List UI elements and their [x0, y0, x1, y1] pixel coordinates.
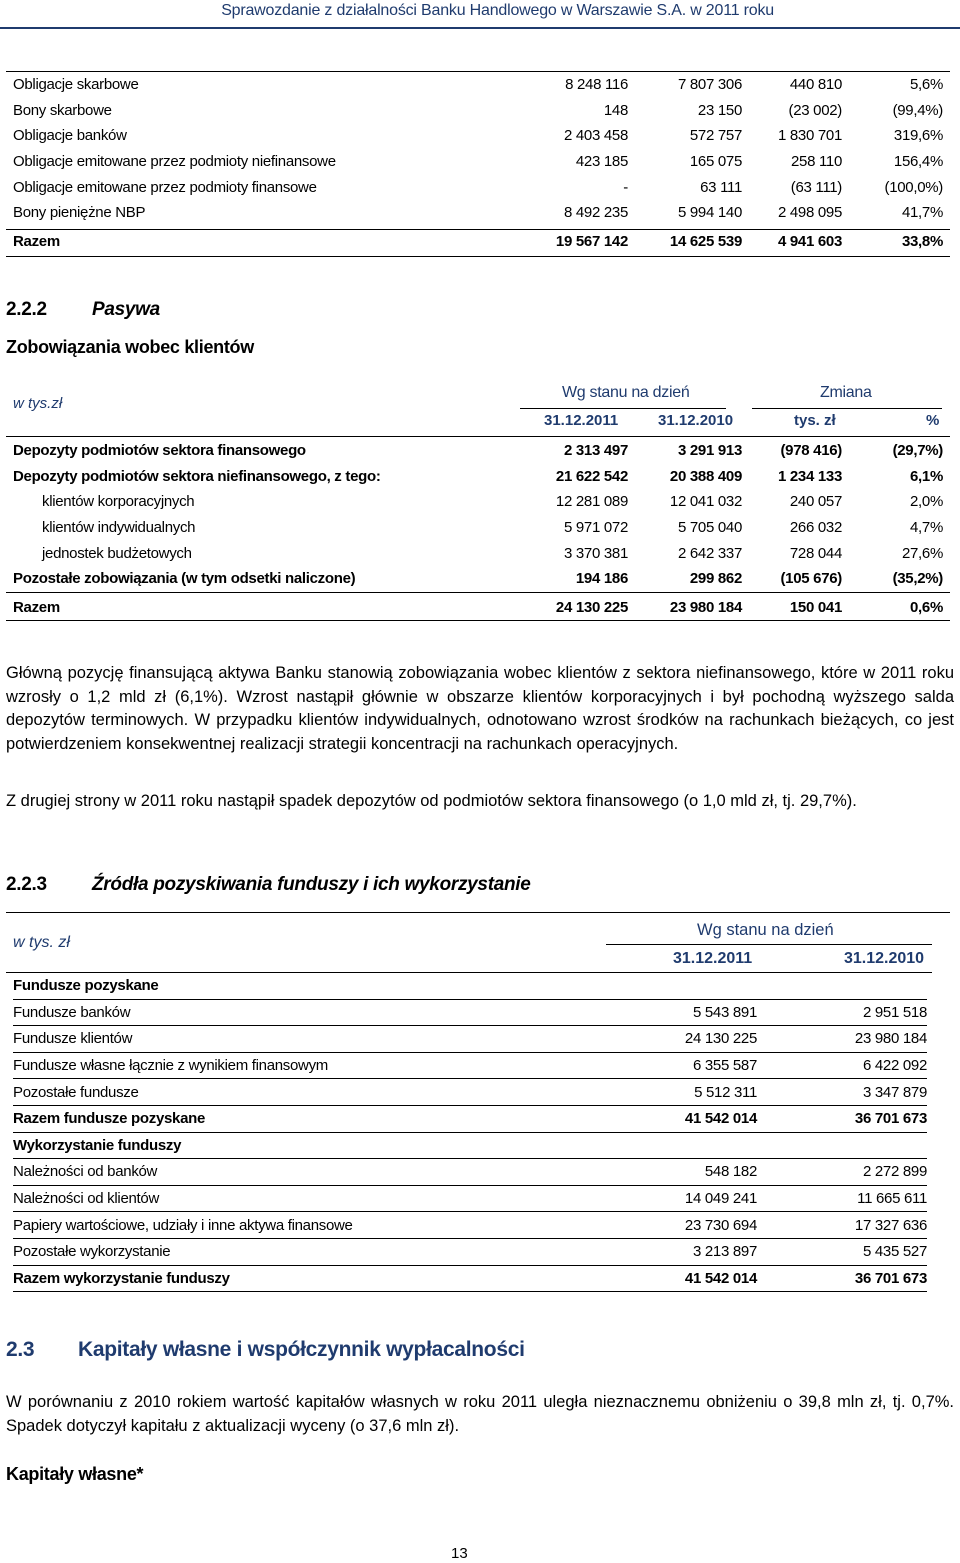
cell-value: 4 941 603	[777, 233, 842, 251]
cell-value: 156,4%	[893, 153, 943, 171]
cell-value: 23 980 184	[757, 1026, 927, 1053]
cell-value	[587, 973, 757, 999]
cell-value: 20 388 409	[669, 467, 742, 485]
header-rule	[0, 27, 960, 29]
cell-value: 5 705 040	[677, 519, 742, 537]
section-number: 2.2.2	[6, 299, 47, 320]
table3-unit: w tys. zł	[13, 934, 70, 951]
table3-col1: 31.12.2011	[673, 950, 753, 967]
cell-value: 21 622 542	[555, 467, 628, 485]
table1-total-rule-bottom	[6, 256, 950, 257]
table2-col1: 31.12.2011	[544, 412, 619, 429]
cell-value: 24 130 225	[587, 1026, 757, 1053]
table-row	[13, 98, 943, 124]
cell-value: 5 971 072	[563, 519, 628, 537]
bold-row	[13, 973, 927, 999]
table-row	[13, 72, 943, 98]
section-heading-23	[6, 1338, 525, 1362]
row-label: Fundusze klientów	[13, 1026, 587, 1053]
row-label: Depozyty podmiotów sektora finansowego	[13, 442, 306, 460]
table-row	[13, 464, 943, 490]
table-row	[13, 540, 943, 566]
cell-value: 194 186	[575, 570, 628, 588]
funding-table	[13, 973, 927, 1292]
cell-value: 14 625 539	[669, 233, 742, 251]
page-header	[0, 0, 960, 28]
cell-value: 36 701 673	[757, 1105, 927, 1132]
row-label: Papiery wartościowe, udziały i inne aktywa finansowe	[13, 1212, 587, 1239]
table2-header-rule	[6, 436, 950, 437]
table3-top-rule	[6, 912, 950, 913]
row-label: Razem	[13, 233, 60, 251]
cell-value: 319,6%	[893, 127, 943, 145]
cell-value: 5 435 527	[757, 1238, 927, 1265]
cell-value: 165 075	[689, 153, 742, 171]
cell-value: 150 041	[789, 599, 842, 617]
cell-value: 5,6%	[910, 76, 943, 94]
section-heading-223	[6, 874, 531, 896]
cell-value: 19 567 142	[555, 233, 628, 251]
row-label: Obligacje emitowane przez podmioty finansowe	[13, 178, 317, 196]
cell-value: 5 543 891	[587, 999, 757, 1026]
cell-value: 0,6%	[910, 599, 943, 617]
cell-value: 1 234 133	[777, 467, 842, 485]
cell-value: 2 272 899	[757, 1159, 927, 1186]
cell-value: 12 041 032	[669, 493, 742, 511]
row-label: Należności od banków	[13, 1159, 587, 1186]
cell-value: 5 512 311	[587, 1079, 757, 1106]
row-label: Bony pieniężne NBP	[13, 204, 146, 222]
cell-value: (99,4%)	[892, 101, 943, 119]
row-label: Razem	[13, 599, 60, 617]
cell-value: (100,0%)	[884, 178, 943, 196]
table-row	[13, 1079, 927, 1106]
table-row	[13, 1212, 927, 1239]
cell-value: (29,7%)	[892, 442, 943, 460]
cell-value: 240 057	[789, 493, 842, 511]
table1-total-rule-top	[6, 229, 950, 230]
cell-value: 3 213 897	[587, 1238, 757, 1265]
cell-value: 63 111	[700, 178, 742, 196]
cell-value: 41 542 014	[587, 1105, 757, 1132]
cell-value	[757, 973, 927, 999]
cell-value: 4,7%	[910, 519, 943, 537]
cell-value: 27,6%	[901, 544, 943, 562]
row-label: Obligacje banków	[13, 127, 127, 145]
table-row	[13, 438, 943, 464]
cell-value: 6 422 092	[757, 1052, 927, 1079]
cell-value: 6 355 587	[587, 1052, 757, 1079]
cell-value: 41 542 014	[587, 1265, 757, 1292]
document-title: Sprawozdanie z działalności Banku Handlowego w Warszawie S.A. w 2011 roku	[221, 2, 774, 19]
row-label: Pozostałe wykorzystanie	[13, 1238, 587, 1265]
table2-col4: %	[926, 412, 940, 429]
row-label: Fundusze banków	[13, 999, 587, 1026]
cell-value: 2 313 497	[563, 442, 628, 460]
table-row	[13, 489, 943, 515]
cell-value: 3 291 913	[677, 442, 742, 460]
row-label: Fundusze pozyskane	[13, 973, 587, 999]
cell-value: 3 347 879	[757, 1079, 927, 1106]
row-label: Obligacje skarbowe	[13, 76, 139, 94]
table2-col2: 31.12.2010	[658, 412, 734, 429]
table2-group-rule-1	[520, 408, 726, 409]
table2-group-change: Zmiana	[820, 384, 872, 401]
cell-value: 148	[603, 101, 628, 119]
cell-value: 7 807 306	[677, 76, 742, 94]
row-label: klientów korporacyjnych	[42, 493, 195, 511]
cell-value: (35,2%)	[892, 570, 943, 588]
row-label: Fundusze własne łącznie z wynikiem finansowym	[13, 1052, 587, 1079]
section-number: 2.2.3	[6, 874, 47, 895]
section-title: Źródła pozyskiwania funduszy i ich wykorzystanie	[92, 874, 531, 895]
cell-value: 41,7%	[901, 204, 943, 222]
table-row	[13, 1238, 927, 1265]
cell-value: 2,0%	[910, 493, 943, 511]
cell-value: -	[623, 178, 628, 196]
row-label: Razem wykorzystanie funduszy	[13, 1265, 587, 1292]
table3-group-rule	[606, 944, 932, 945]
section-number: 2.3	[6, 1338, 35, 1361]
cell-value: 299 862	[689, 570, 742, 588]
table-row	[13, 123, 943, 149]
table-row	[13, 174, 943, 200]
total-row	[13, 592, 943, 622]
table-row	[13, 1052, 927, 1079]
bold-row	[13, 1265, 927, 1292]
cell-value: 14 049 241	[587, 1185, 757, 1212]
cell-value: 36 701 673	[757, 1265, 927, 1292]
paragraph-3: W porównaniu z 2010 rokiem wartość kapitałów własnych w roku 2011 uległa nieznacznemu obniżeniu o 39,8 mln zł, tj. 0,7%. Spadek dotyczył kapitału z aktualizacji wyceny (o 37,6 mln zł).	[6, 1393, 954, 1435]
cell-value: 2 498 095	[777, 204, 842, 222]
cell-value: 24 130 225	[555, 599, 628, 617]
cell-value: (23 002)	[788, 101, 842, 119]
cell-value: 3 370 381	[563, 544, 628, 562]
cell-value: 440 810	[789, 76, 842, 94]
row-label: Pozostałe zobowiązania (w tym odsetki naliczone)	[13, 570, 356, 588]
bold-row	[13, 1132, 927, 1159]
cell-value: 8 492 235	[563, 204, 628, 222]
table3-group-date: Wg stanu na dzień	[697, 921, 834, 939]
table-row	[13, 149, 943, 175]
row-label: klientów indywidualnych	[42, 519, 196, 537]
row-label: Wykorzystanie funduszy	[13, 1132, 587, 1159]
section-title: Pasywa	[92, 299, 160, 320]
row-label: Bony skarbowe	[13, 101, 112, 119]
table2-total-rule-bottom	[6, 620, 950, 621]
cell-value: 12 281 089	[555, 493, 628, 511]
section-heading-222	[6, 299, 160, 321]
row-label: Obligacje emitowane przez podmioty niefinansowe	[13, 153, 336, 171]
table2-total-rule-top	[6, 592, 950, 593]
cell-value: 1 830 701	[777, 127, 842, 145]
cell-value: 23 730 694	[587, 1212, 757, 1239]
table-row	[13, 200, 943, 226]
table-row	[13, 515, 943, 541]
row-label: Należności od klientów	[13, 1185, 587, 1212]
cell-value: (978 416)	[780, 442, 842, 460]
row-label: Depozyty podmiotów sektora niefinansowego, z tego:	[13, 467, 381, 485]
table-row	[13, 1026, 927, 1053]
cell-value: 572 757	[689, 127, 742, 145]
bold-row	[13, 1105, 927, 1132]
cell-value: 2 403 458	[563, 127, 628, 145]
cell-value: 266 032	[789, 519, 842, 537]
table2-group-rule-2	[752, 408, 942, 409]
cell-value: 5 994 140	[677, 204, 742, 222]
row-label: jednostek budżetowych	[42, 544, 192, 562]
cell-value: (63 111)	[790, 178, 842, 196]
paragraph-1: Główną pozycję finansującą aktywa Banku stanowią zobowiązania wobec klientów z sektora niefinansowego, które w 2011 roku wzrosły o 1,2 mld zł (6,1%). Wzrost nastąpił głównie w obszarze klientów korporacyjnych i był pochodną wyższego salda depozytów terminowych. W przypadku klientów indywidualnych, odnotowano wzrost środków na rachunkach bieżących, co jest potwierdzeniem konsekwentnej realizacji strategii koncentracji na rachunkach operacyjnych.	[6, 664, 954, 753]
cell-value: 11 665 611	[757, 1185, 927, 1212]
cell-value: 258 110	[790, 153, 842, 171]
section-title: Kapitały własne i współczynnik wypłacalności	[78, 1338, 525, 1361]
cell-value: 728 044	[789, 544, 842, 562]
table-row	[13, 566, 943, 592]
table2-col3: tys. zł	[794, 412, 836, 429]
cell-value: 8 248 116	[565, 76, 628, 94]
cell-value: 2 951 518	[757, 999, 927, 1026]
cell-value: 423 185	[575, 153, 628, 171]
table-row	[13, 1159, 927, 1186]
cell-value: 6,1%	[910, 467, 943, 485]
table-row	[13, 999, 927, 1026]
row-label: Razem fundusze pozyskane	[13, 1105, 587, 1132]
table2-group-date: Wg stanu na dzień	[562, 384, 690, 401]
liabilities-table	[13, 438, 943, 622]
table2-unit: w tys.zł	[13, 395, 63, 412]
cell-value	[587, 1132, 757, 1159]
cell-value: 33,8%	[901, 233, 943, 251]
page-number: 13	[451, 1545, 468, 1562]
table-row	[13, 1185, 927, 1212]
paragraph-2: Z drugiej strony w 2011 roku nastąpił spadek depozytów od podmiotów sektora finansowego (o 1,0 mld zł, tj. 29,7%).	[6, 792, 857, 810]
total-row	[13, 226, 943, 256]
cell-value	[757, 1132, 927, 1159]
cell-value: 23 150	[697, 101, 742, 119]
subsection-heading: Zobowiązania wobec klientów	[6, 337, 254, 357]
table3-col2: 31.12.2010	[844, 950, 925, 967]
cell-value: 2 642 337	[677, 544, 742, 562]
capital-subheading: Kapitały własne*	[6, 1464, 144, 1484]
cell-value: 23 980 184	[669, 599, 742, 617]
cell-value: 17 327 636	[757, 1212, 927, 1239]
cell-value: 548 182	[587, 1159, 757, 1186]
cell-value: (105 676)	[780, 570, 842, 588]
row-label: Pozostałe fundusze	[13, 1079, 587, 1106]
